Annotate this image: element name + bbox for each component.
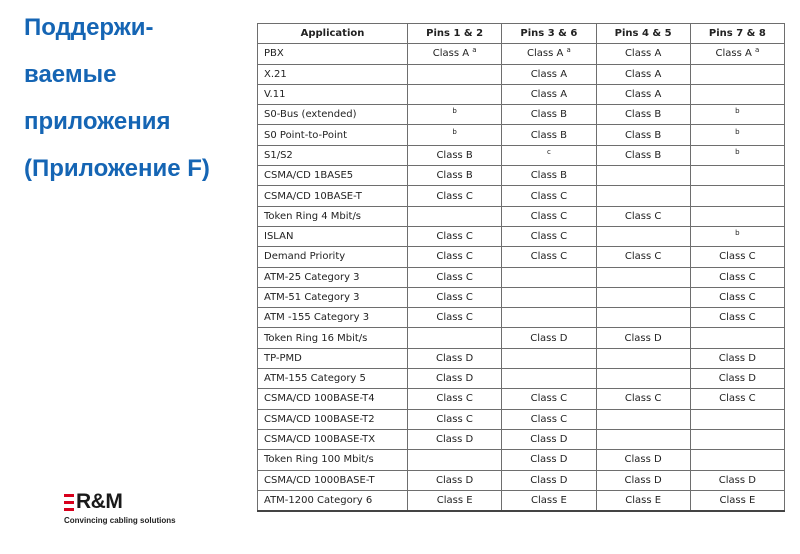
class-cell: Class C <box>408 226 502 246</box>
application-cell: Token Ring 100 Mbit/s <box>258 450 408 470</box>
class-cell: Class C <box>408 247 502 267</box>
class-cell: Class C <box>502 389 596 409</box>
application-cell: TP-PMD <box>258 348 408 368</box>
table-row <box>258 105 785 125</box>
footnote-marker: b <box>735 147 740 156</box>
class-cell: Class C <box>690 287 784 307</box>
class-cell: Class C <box>502 206 596 226</box>
class-cell <box>408 84 502 104</box>
application-cell: ATM-1200 Category 6 <box>258 490 408 510</box>
class-cell <box>502 145 596 165</box>
footnote-marker: c <box>546 147 551 156</box>
class-cell: Class D <box>596 328 690 348</box>
application-cell: ATM-25 Category 3 <box>258 267 408 287</box>
application-cell: Token Ring 16 Mbit/s <box>258 328 408 348</box>
class-cell <box>502 267 596 287</box>
class-cell: Class E <box>408 490 502 510</box>
application-cell: S0 Point-to-Point <box>258 125 408 145</box>
class-cell <box>596 287 690 307</box>
class-cell: Class A <box>502 64 596 84</box>
table-row <box>258 470 785 490</box>
application-cell: CSMA/CD 10BASE-T <box>258 186 408 206</box>
class-cell: Class A $^a$ <box>690 44 784 64</box>
application-cell: CSMA/CD 100BASE-TX <box>258 429 408 449</box>
class-cell: Class A $^a$ <box>408 44 502 64</box>
application-cell: CSMA/CD 1000BASE-T <box>258 470 408 490</box>
logo-tagline: Convincing cabling solutions <box>64 516 176 525</box>
class-cell: Class D <box>502 450 596 470</box>
class-cell <box>690 64 784 84</box>
class-cell: Class C <box>502 409 596 429</box>
class-cell: Class D <box>408 348 502 368</box>
table-row <box>258 287 785 307</box>
footnote-marker: a <box>472 46 477 55</box>
class-cell <box>596 226 690 246</box>
page-title <box>24 4 264 192</box>
application-cell: ATM -155 Category 3 <box>258 308 408 328</box>
class-cell: Class C <box>690 308 784 328</box>
header-pins-7-8: Pins 7 & 8 <box>690 24 784 44</box>
class-cell: Class C <box>408 389 502 409</box>
class-cell: Class D <box>408 369 502 389</box>
application-cell: S1/S2 <box>258 145 408 165</box>
class-cell <box>596 369 690 389</box>
company-logo <box>64 490 176 525</box>
class-cell: Class C <box>596 389 690 409</box>
class-cell <box>690 328 784 348</box>
class-cell <box>596 267 690 287</box>
applications-table <box>257 23 785 512</box>
class-cell: Class D <box>502 470 596 490</box>
class-cell <box>690 84 784 104</box>
table-row <box>258 490 785 510</box>
class-cell: Class E <box>502 490 596 510</box>
class-cell: Class B <box>408 145 502 165</box>
class-cell <box>690 429 784 449</box>
class-cell: Class D <box>502 429 596 449</box>
class-cell: Class C <box>502 226 596 246</box>
logo-stripes-icon <box>64 494 74 511</box>
class-cell <box>408 105 502 125</box>
application-cell: ATM-51 Category 3 <box>258 287 408 307</box>
table-row <box>258 206 785 226</box>
table-header-row <box>258 24 785 44</box>
class-cell <box>596 166 690 186</box>
class-cell <box>596 348 690 368</box>
class-cell <box>408 328 502 348</box>
class-cell: Class C <box>408 287 502 307</box>
class-cell: Class D <box>690 348 784 368</box>
class-cell: Class B <box>502 125 596 145</box>
header-application: Application <box>258 24 408 44</box>
class-cell <box>690 226 784 246</box>
class-cell: Class D <box>690 369 784 389</box>
application-cell: ATM-155 Category 5 <box>258 369 408 389</box>
class-cell: Class C <box>690 267 784 287</box>
class-cell: Class D <box>408 429 502 449</box>
table-row <box>258 186 785 206</box>
footnote-marker: b <box>735 127 740 136</box>
footnote-marker: a <box>566 46 571 55</box>
class-cell: Class D <box>408 470 502 490</box>
table-row <box>258 389 785 409</box>
class-cell <box>690 450 784 470</box>
class-cell <box>690 206 784 226</box>
table-row <box>258 166 785 186</box>
class-cell <box>690 409 784 429</box>
class-cell: Class B <box>596 125 690 145</box>
table-row <box>258 125 785 145</box>
class-cell: Class C <box>408 267 502 287</box>
table-row <box>258 348 785 368</box>
application-cell: PBX <box>258 44 408 64</box>
class-cell <box>502 287 596 307</box>
class-cell: Class A $^a$ <box>502 44 596 64</box>
header-pins-4-5: Pins 4 & 5 <box>596 24 690 44</box>
class-cell: Class A <box>596 64 690 84</box>
footnote-marker: a <box>754 46 760 55</box>
application-cell: Token Ring 4 Mbit/s <box>258 206 408 226</box>
class-cell <box>690 186 784 206</box>
class-cell: Class C <box>690 247 784 267</box>
title-line: приложения <box>24 108 171 135</box>
class-cell: Class C <box>690 389 784 409</box>
class-cell <box>596 429 690 449</box>
table-row <box>258 145 785 165</box>
table-row <box>258 64 785 84</box>
class-cell: Class D <box>690 470 784 490</box>
class-cell: Class D <box>596 470 690 490</box>
application-cell: CSMA/CD 100BASE-T4 <box>258 389 408 409</box>
footnote-marker: b <box>735 229 740 238</box>
title-line: (Приложение F) <box>24 155 210 182</box>
class-cell <box>408 125 502 145</box>
class-cell: Class D <box>502 328 596 348</box>
table-row <box>258 369 785 389</box>
class-cell <box>690 125 784 145</box>
class-cell: Class B <box>596 145 690 165</box>
class-cell <box>690 166 784 186</box>
class-cell <box>596 409 690 429</box>
class-cell: Class B <box>502 105 596 125</box>
class-cell: Class A <box>596 84 690 104</box>
application-cell: S0-Bus (extended) <box>258 105 408 125</box>
application-cell: V.11 <box>258 84 408 104</box>
class-cell <box>690 145 784 165</box>
table-body <box>258 44 785 511</box>
class-cell: Class E <box>596 490 690 510</box>
class-cell <box>596 186 690 206</box>
class-cell <box>408 450 502 470</box>
table-row <box>258 328 785 348</box>
table-row <box>258 44 785 64</box>
class-cell <box>596 308 690 328</box>
table-row <box>258 247 785 267</box>
application-cell: X.21 <box>258 64 408 84</box>
application-cell: CSMA/CD 100BASE-T2 <box>258 409 408 429</box>
footnote-marker: b <box>735 107 740 116</box>
application-cell: ISLAN <box>258 226 408 246</box>
logo-name: R&M <box>76 490 123 513</box>
table-row <box>258 450 785 470</box>
title-line: ваемые <box>24 61 117 88</box>
class-cell: Class B <box>502 166 596 186</box>
header-pins-3-6: Pins 3 & 6 <box>502 24 596 44</box>
class-cell: Class C <box>408 308 502 328</box>
table-row <box>258 308 785 328</box>
footnote-marker: b <box>452 107 457 116</box>
class-cell: Class D <box>596 450 690 470</box>
header-pins-1-2: Pins 1 & 2 <box>408 24 502 44</box>
table-row <box>258 226 785 246</box>
table-row <box>258 429 785 449</box>
application-cell: CSMA/CD 1BASE5 <box>258 166 408 186</box>
class-cell: Class C <box>408 409 502 429</box>
class-cell: Class A <box>596 44 690 64</box>
class-cell: Class C <box>502 186 596 206</box>
class-cell: Class C <box>408 186 502 206</box>
class-cell: Class C <box>596 247 690 267</box>
class-cell <box>502 369 596 389</box>
application-cell: Demand Priority <box>258 247 408 267</box>
class-cell: Class A <box>502 84 596 104</box>
class-cell <box>502 308 596 328</box>
table-row <box>258 84 785 104</box>
footnote-marker: b <box>452 127 457 136</box>
class-cell: Class E <box>690 490 784 510</box>
table-row <box>258 409 785 429</box>
table-row <box>258 267 785 287</box>
class-cell: Class B <box>408 166 502 186</box>
class-cell: Class C <box>596 206 690 226</box>
title-line: Поддержи- <box>24 14 154 41</box>
class-cell <box>690 105 784 125</box>
class-cell: Class B <box>596 105 690 125</box>
class-cell: Class C <box>502 247 596 267</box>
class-cell <box>408 206 502 226</box>
class-cell <box>502 348 596 368</box>
class-cell <box>408 64 502 84</box>
